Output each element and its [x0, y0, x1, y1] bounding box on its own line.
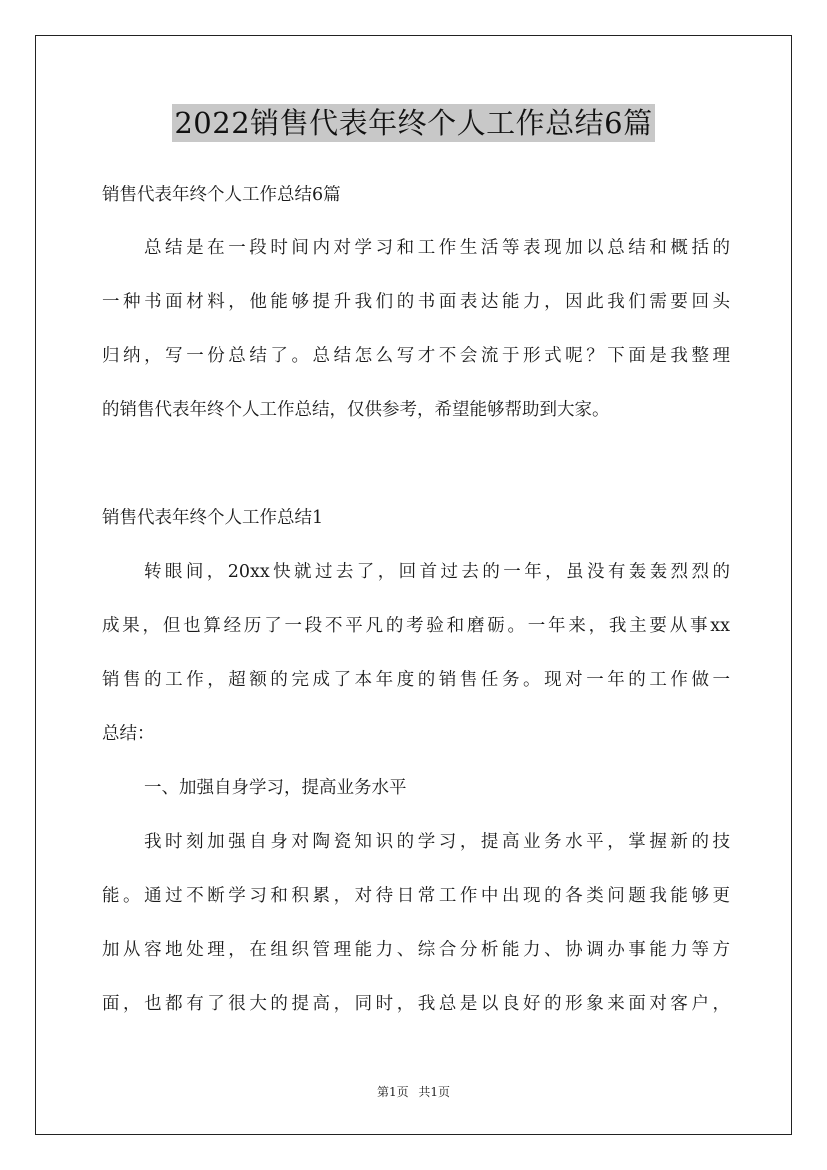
paragraph-line: 加从容地处理，在组织管理能力、综合分析能力、协调办事能力等方 — [102, 940, 730, 960]
subtitle: 销售代表年终个人工作总结6篇 — [102, 185, 341, 205]
paragraph-line: 的销售代表年终个人工作总结，仅供参考，希望能够帮助到大家。 — [102, 400, 610, 420]
section-heading: 销售代表年终个人工作总结1 — [102, 508, 324, 528]
sub-heading: 一、加强自身学习，提高业务水平 — [144, 778, 407, 798]
page-total: 共1页 — [418, 1085, 451, 1099]
paragraph-line: 面，也都有了很大的提高，同时，我总是以良好的形象来面对客户， — [102, 994, 730, 1014]
paragraph-line: 销售的工作，超额的完成了本年度的销售任务。现对一年的工作做一 — [102, 670, 730, 690]
page-footer — [0, 1083, 827, 1100]
title-block — [0, 104, 827, 142]
paragraph-line: 总结： — [102, 724, 155, 744]
paragraph-line: 成果，但也算经历了一段不平凡的考验和磨砺。一年来，我主要从事xx — [102, 616, 730, 636]
paragraph-line: 总结是在一段时间内对学习和工作生活等表现加以总结和概括的 — [144, 238, 730, 258]
paragraph-line: 一种书面材料，他能够提升我们的书面表达能力，因此我们需要回头 — [102, 292, 730, 312]
paragraph-line: 归纳，写一份总结了。总结怎么写才不会流于形式呢？下面是我整理 — [102, 346, 730, 366]
document-title: 2022销售代表年终个人工作总结6篇 — [174, 106, 653, 140]
paragraph-line: 转眼间，20xx快就过去了，回首过去的一年，虽没有轰轰烈烈的 — [144, 562, 730, 582]
page-number: 第1页 — [376, 1085, 409, 1099]
paragraph-line: 能。通过不断学习和积累，对待日常工作中出现的各类问题我能够更 — [102, 886, 730, 906]
paragraph-line: 我时刻加强自身对陶瓷知识的学习，提高业务水平，掌握新的技 — [144, 832, 730, 852]
